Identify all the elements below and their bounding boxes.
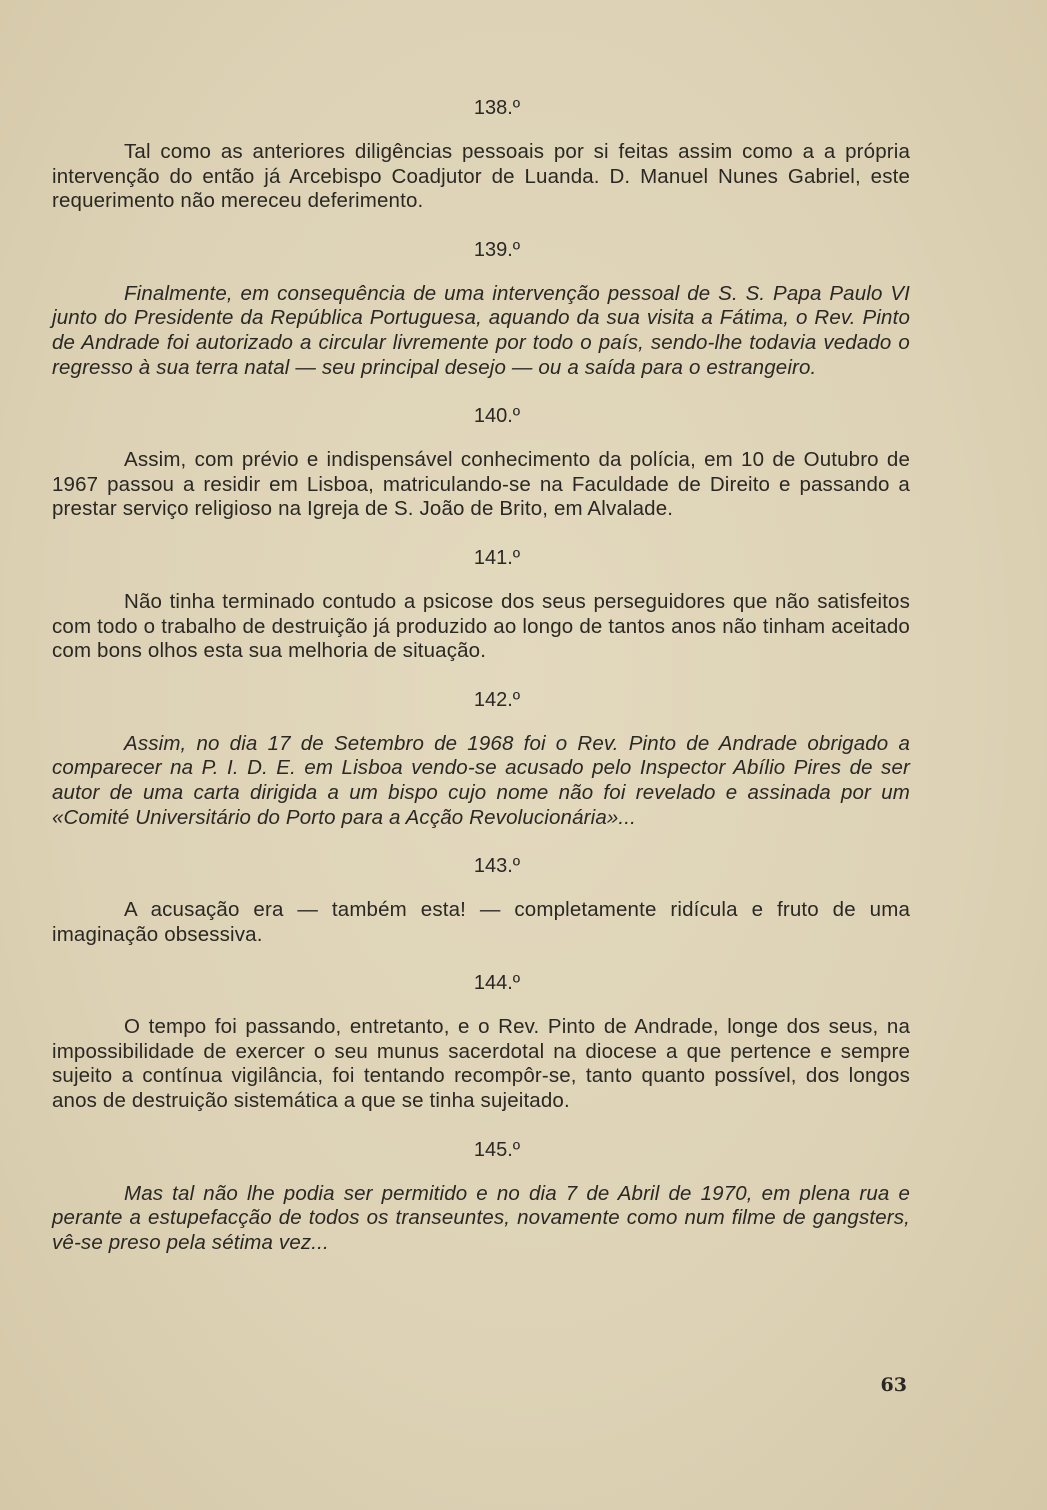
article-number: 140.º: [473, 405, 521, 428]
article-text: A acusação era — também esta! — completamente ridícula e fruto de uma imaginação obsessiva.: [52, 898, 910, 946]
article-142: [52, 688, 910, 830]
article-text: Mas tal não lhe podia ser permitido e no dia 7 de Abril de 1970, em plena rua e perante a estupefacção de todos os transeuntes, novamente como num filme de gangsters, vê-se preso pela sétima vez...: [52, 1181, 910, 1254]
article-number: 142.º: [473, 688, 521, 711]
article-141: [52, 546, 910, 664]
article-number: 145.º: [473, 1138, 521, 1161]
article-number: 143.º: [473, 855, 521, 878]
article-number: 139.º: [473, 238, 521, 261]
article-text: Tal como as anteriores diligências pessoais por si feitas assim como a a própria intervenção do então já Arcebispo Coadjutor de Luanda. D. Manuel Nunes Gabriel, este requerimento não mereceu deferimento.: [52, 140, 910, 213]
article-number: 141.º: [473, 546, 521, 569]
article-145: [52, 1138, 910, 1256]
article-144: [52, 971, 910, 1113]
article-number: 144.º: [473, 972, 521, 995]
article-140: [52, 404, 910, 522]
article-139: [52, 238, 910, 380]
article-text: O tempo foi passando, entretanto, e o Rev. Pinto de Andrade, longe dos seus, na impossibilidade de exercer o seu munus sacerdotal na diocese a que pertence e sempre sujeito a contínua vigilância, foi tentando recompôr-se, tanto quanto possível, dos longos anos de destruição sistemática a que se tinha sujeitado.: [52, 1015, 910, 1113]
page-number: 63: [880, 1374, 907, 1396]
page-body: [52, 96, 910, 1279]
article-number: 138.º: [473, 97, 521, 119]
article-143: [52, 854, 910, 947]
article-text: Assim, no dia 17 de Setembro de 1968 foi o Rev. Pinto de Andrade obrigado a comparecer na P. I. D. E. em Lisboa vendo-se acusado pelo Inspector Abílio Pires de ser autor de uma carta dirigida a um bispo cujo nome não foi revelado e assinada por um «Comité Universitário do Porto para a Acção Revolucionária»...: [52, 731, 910, 829]
article-text: Finalmente, em consequência de uma intervenção pessoal de S. S. Papa Paulo VI junto do Presidente da República Portuguesa, aquando da sua visita a Fátima, o Rev. Pinto de Andrade foi autorizado a circular livremente por todo o país, sendo-lhe todavia vedado o regresso à sua terra natal — seu principal desejo — ou a saída para o estrangeiro.: [52, 281, 910, 379]
article-text: Não tinha terminado contudo a psicose dos seus perseguidores que não satisfeitos com todo o trabalho de destruição já produzido ao longo de tantos anos não tinham aceitado com bons olhos esta sua melhoria de situação.: [52, 589, 910, 663]
article-text: Assim, com prévio e indispensável conhecimento da polícia, em 10 de Outubro de 1967 passou a residir em Lisboa, matriculando-se na Faculdade de Direito e passando a prestar serviço religioso na Igreja de S. João de Brito, em Alvalade.: [52, 448, 910, 521]
article-138: [52, 96, 910, 214]
